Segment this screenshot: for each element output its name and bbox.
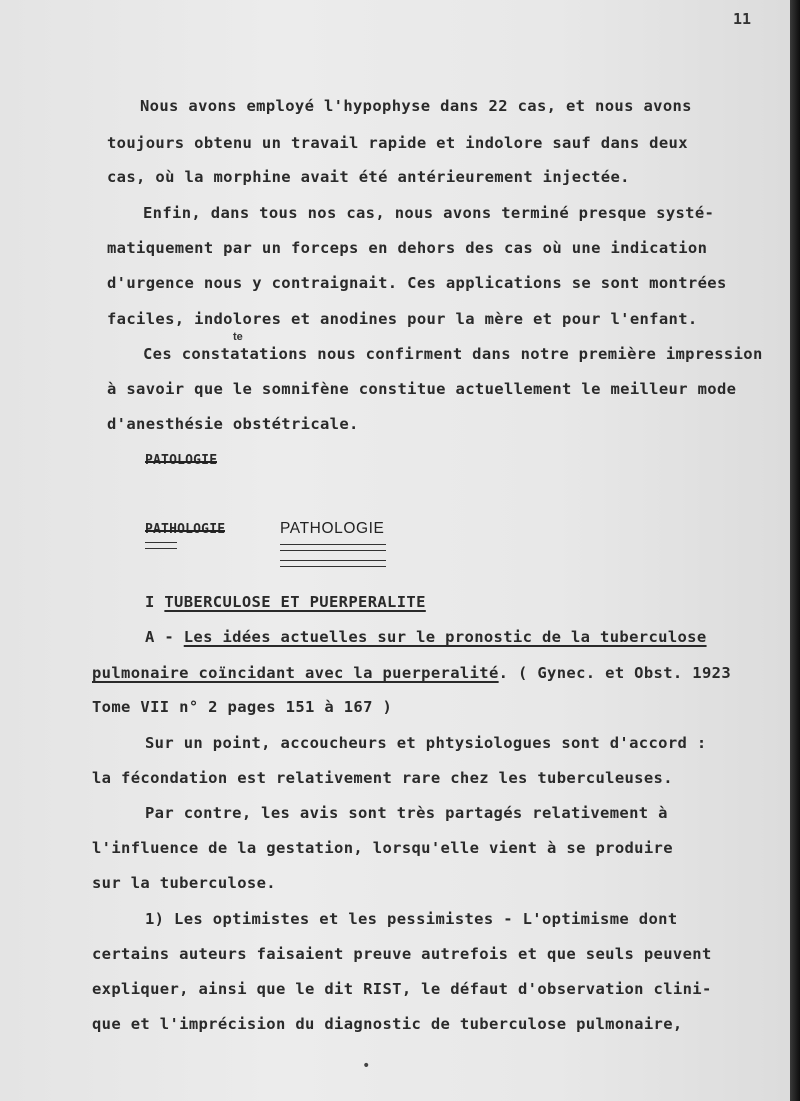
text-line: faciles, indolores et anodines pour la mère et pour l'enfant. [107,310,698,328]
double-underline [280,544,386,551]
text-line: que et l'imprécision du diagnostic de tuberculose pulmonaire, [92,1015,683,1033]
ink-dot: • [362,1058,371,1074]
section-heading: PATHOLOGIE [280,520,385,537]
text-line: cas, où la morphine avait été antérieurement injectée. [107,168,630,186]
text-line: certains auteurs faisaient preuve autrefois et que seuls peuvent [92,945,712,963]
text-line: la fécondation est relativement rare chez les tuberculeuses. [92,769,673,787]
text-line: Sur un point, accoucheurs et phtysiologues sont d'accord : [145,734,707,752]
struck-heading: PATHOLOGIE [145,522,226,537]
text-line: d'urgence nous y contraignait. Ces applications se sont montrées [107,274,727,292]
text-line: 1) Les optimistes et les pessimistes - L'optimisme dont [145,910,678,928]
text-line: d'anesthésie obstétricale. [107,415,359,433]
text-line: Ces constatations nous confirment dans notre première impression [143,345,763,363]
section-i-heading: I TUBERCULOSE ET PUERPERALITE [145,593,426,611]
text-line: Enfin, dans tous nos cas, nous avons terminé presque systé- [143,204,715,222]
text-line: expliquer, ainsi que le dit RIST, le défaut d'observation clini- [92,980,712,998]
text-line: matiquement par un forceps en dehors des cas où une indication [107,239,708,257]
text-line: à savoir que le somnifène constitue actuellement le meilleur mode [107,380,737,398]
section-a-title: A - Les idées actuelles sur le pronostic de la tuberculose [145,628,707,646]
text-line: sur la tuberculose. [92,874,276,892]
section-a-title-line2: pulmonaire coïncidant avec la puerperalité. ( Gynec. et Obst. 1923 [92,664,732,682]
double-underline [145,542,177,549]
struck-heading: PATOLOGIE [145,453,218,468]
page-edge-shadow [790,0,800,1101]
text-line: Par contre, les avis sont très partagés relativement à [145,804,668,822]
text-line: Nous avons employé l'hypophyse dans 22 cas, et nous avons [140,97,692,115]
section-a-reference: Tome VII n° 2 pages 151 à 167 ) [92,698,393,716]
double-underline [280,560,386,567]
handwritten-insertion: te [233,331,243,343]
page-number: 11 [733,10,752,28]
text-line: toujours obtenu un travail rapide et indolore sauf dans deux [107,134,688,152]
text-line: l'influence de la gestation, lorsqu'elle vient à se produire [92,839,673,857]
